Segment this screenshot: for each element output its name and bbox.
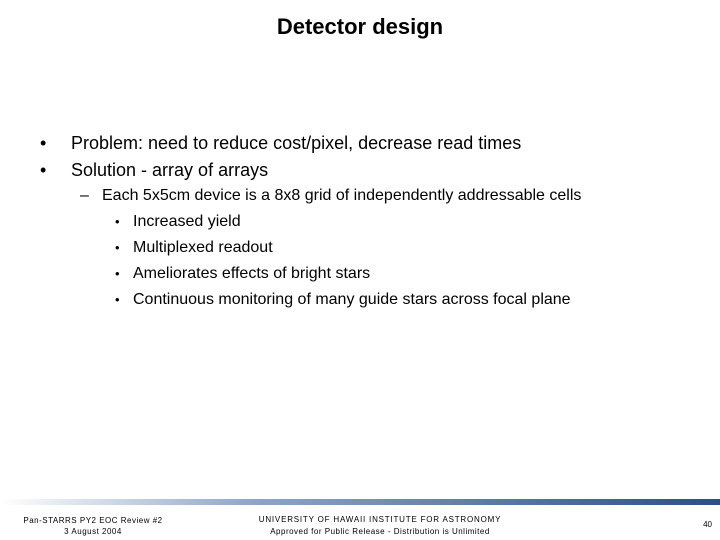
footer-review-title: Pan-STARRS PY2 EOC Review #2 — [23, 516, 163, 525]
bullet-item — [0, 158, 720, 185]
bullet-list — [0, 131, 720, 315]
footer-left-block — [0, 515, 186, 537]
footer-date: 3 August 2004 — [64, 527, 122, 536]
bullet-marker: • — [115, 266, 120, 281]
bullet-text: Problem: need to reduce cost/pixel, decrease read times — [71, 133, 522, 153]
footer-center-block — [240, 514, 520, 538]
sub-bullet-item — [0, 185, 720, 211]
sub-bullet-text: Each 5x5cm device is a 8x8 grid of independently addressable cells — [102, 187, 582, 204]
bullet-marker: • — [40, 160, 47, 180]
bullet-marker: • — [115, 292, 120, 307]
bullet-marker: • — [115, 214, 120, 229]
dash-marker: – — [80, 187, 89, 204]
bullet-text: Solution - array of arrays — [71, 160, 269, 180]
sub-sub-bullet-item — [0, 237, 720, 263]
sub-sub-bullet-text: Ameliorates effects of bright stars — [133, 265, 371, 282]
bullet-marker: • — [40, 133, 47, 153]
bullet-item — [0, 131, 720, 158]
sub-sub-bullet-item — [0, 289, 720, 315]
footer-institution: UNIVERSITY OF HAWAII INSTITUTE FOR ASTRONOMY — [258, 515, 502, 524]
sub-sub-bullet-text: Continuous monitoring of many guide stars across focal plane — [133, 291, 571, 308]
bullet-marker: • — [115, 240, 120, 255]
sub-sub-bullet-item — [0, 211, 720, 237]
sub-sub-bullet-text: Multiplexed readout — [133, 239, 273, 256]
sub-sub-bullet-text: Increased yield — [133, 213, 241, 230]
slide-title: Detector design — [276, 14, 444, 39]
footer-divider-bar — [0, 499, 720, 505]
footer-release-notice: Approved for Public Release - Distribution is Unlimited — [270, 527, 490, 536]
sub-sub-bullet-item — [0, 263, 720, 289]
page-number: 40 — [703, 520, 712, 529]
